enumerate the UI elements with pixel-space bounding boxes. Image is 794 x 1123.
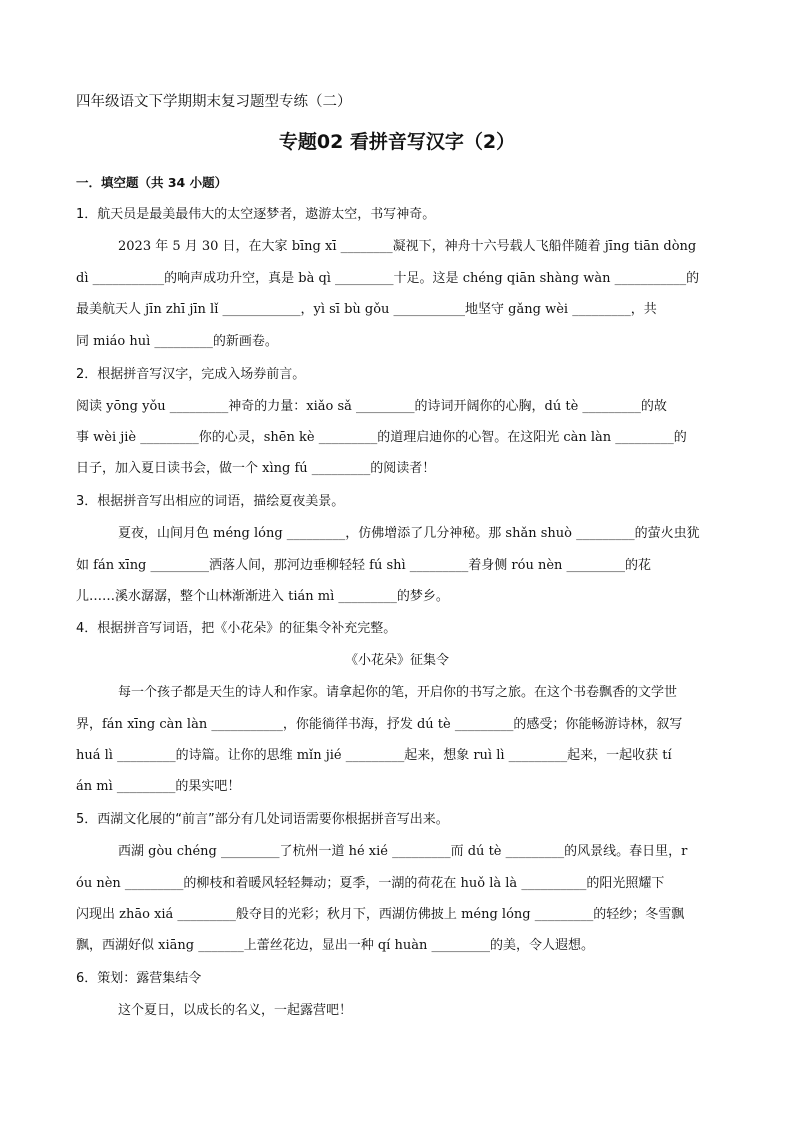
question-5-line-2: óu nèn _________的柳枝和着暖风轻轻舞动；夏季，一湖的荷花在 huǒ là là __________的阳光照耀下 [76,876,665,891]
question-4-line-1: 每一个孩子都是天生的诗人和作家。请拿起你的笔，开启你的书写之旅。在这个书卷飘香的文学世 [118,685,678,700]
question-5-line-3: 闪现出 zhāo xiá _________般夺目的光彩；秋月下，西湖仿佛披上 méng lóng _________的轻纱；冬雪飘 [76,907,685,922]
question-2-prompt: 2．根据拼音写汉字，完成入场券前言。 [76,367,306,382]
question-3-prompt: 3．根据拼音写出相应的词语，描绘夏夜美景。 [76,494,345,509]
series-heading: 四年级语文下学期期末复习题型专练（二） [76,94,352,110]
question-1-line-4: 同 miáo huì _________的新画卷。 [76,334,278,349]
question-2-line-3: 日子，加入夏日读书会，做一个 xìng fú _________的阅读者！ [76,461,436,476]
question-6-prompt: 6．策划：露营集结令 [76,971,202,986]
question-6-line-1: 这个夏日，以成长的名义，一起露营吧！ [118,1003,353,1018]
question-4-prompt: 4．根据拼音写词语，把《小花朵》的征集令补充完整。 [76,621,397,636]
question-1-line-2: dì ___________的响声成功升空，真是 bà qì _________十足。这是 chéng qiān shàng wàn ___________的 [76,271,700,286]
question-4-notice-title: 《小花朵》征集令 [344,653,449,668]
question-1-line-3: 最美航天人 jīn zhī jīn lǐ ____________，yì sī bù gǒu ___________地坚守 gǎng wèi _________，共 [76,302,657,317]
question-2-line-2: 事 wèi jiè _________你的心灵，shēn kè _________的道理启迪你的心智。在这阳光 càn làn _________的 [76,430,687,445]
question-5-line-4: 飘，西湖好似 xiāng _______上蕾丝花边，显出一种 qí huàn _________的美，令人遐想。 [76,938,594,953]
question-1-line-1: 2023 年 5 月 30 日，在大家 bīng xī ________凝视下，神舟十六号载人飞船伴随着 jīng tiān dòng [118,239,697,254]
question-3-line-3: 儿……溪水潺潺，整个山林渐渐进入 tián mì _________的梦乡。 [76,589,449,604]
question-4-line-3: huá lì _________的诗篇。让你的思维 mǐn jié _________起来，想象 ruì lì _________起来，一起收获 tí [76,748,672,763]
question-5-prompt: 5．西湖文化展的“前言”部分有几处词语需要你根据拼音写出来。 [76,812,449,827]
question-3-line-2: 如 fán xīng _________洒落人间，那河边垂柳轻轻 fú shì _________着身侧 róu nèn _________的花 [76,558,652,573]
question-4-line-4: án mì _________的果实吧！ [76,779,241,794]
question-3-line-1: 夏夜，山间月色 méng lóng _________，仿佛增添了几分神秘。那 shǎn shuò _________的萤火虫犹 [118,526,700,541]
question-5-line-1: 西湖 gòu chéng _________了杭州一道 hé xié _________而 dú tè _________的风景线。春日里，r [118,844,688,859]
section-heading: 一．填空题（共 34 小题） [76,175,228,190]
question-1-prompt: 1．航天员是最美最伟大的太空逐梦者，遨游太空，书写神奇。 [76,207,436,222]
question-4-line-2: 界，fán xīng càn làn ___________，你能徜徉书海，抒发 dú tè _________的感受；你能畅游诗林，叙写 [76,717,683,732]
question-2-line-1: 阅读 yōng yǒu _________神奇的力量：xiǎo sǎ _________的诗词开阔你的心胸，dú tè _________的故 [76,399,667,414]
page-title: 专题02 看拼音写汉字（2） [278,131,516,153]
